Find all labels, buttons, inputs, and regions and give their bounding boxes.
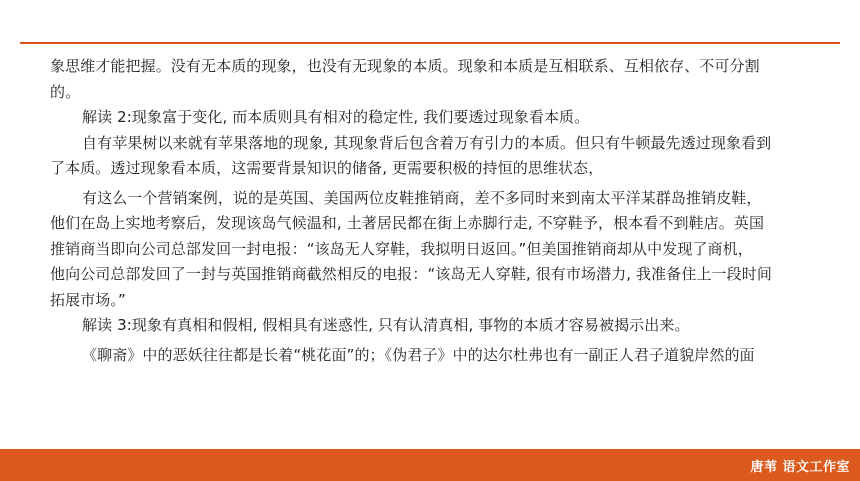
paragraph-line-5: 了本质。透过现象看本质，这需要背景知识的储备, 更需要积极的持恒的思维状态，	[50, 159, 604, 177]
paragraph-line-8: 推销商当即向公司总部发回一封电报：“该岛无人穿鞋，我拟明日返回。”但美国推销商却从中发现了商机，	[50, 239, 753, 258]
paragraph-line-12: 《聊斋》中的恶妖往往都是长着“桃花面”的；《伪君子》中的达尔杜弗也有一副正人君子道貌岸然的面	[82, 345, 755, 364]
paragraph-line-1: 象思维才能把握。没有无本质的现象，也没有无现象的本质。现象和本质是互相联系、互相依存、不可分割	[50, 57, 760, 75]
paragraph-line-6: 有这么一个营销案例，说的是英国、美国两位皮鞋推销商，差不多同时来到南太平洋某群岛推销皮鞋，	[82, 188, 762, 207]
paragraph-line-2: 的。	[50, 82, 81, 101]
footer-brand: 唐苇 语文工作室	[750, 460, 850, 475]
footer-bar	[0, 449, 860, 481]
paragraph-line-7: 他们在岛上实地考察后，发现该岛气候温和, 土著居民都在街上赤脚行走, 不穿鞋予，根本看不到鞋店。英国	[50, 214, 765, 232]
paragraph-line-10: 拓展市场。”	[50, 290, 126, 309]
document-body	[50, 54, 830, 368]
header-divider	[20, 42, 840, 44]
paragraph-line-9: 他向公司总部发回了一封与英国推销商截然相反的电报：“该岛无人穿鞋, 很有市场潜力, 我准备住上一段时间	[50, 265, 772, 283]
interpretation-2-heading: 解读 2:现象富于变化, 而本质则具有相对的稳定性, 我们要透过现象看本质。	[82, 108, 590, 126]
interpretation-3-heading: 解读 3:现象有真相和假相, 假相具有迷惑性, 只有认清真相, 事物的本质才容易被揭示出来。	[82, 316, 690, 334]
paragraph-line-4: 自有苹果树以来就有苹果落地的现象, 其现象背后包含着万有引力的本质。但只有牛顿最先透过现象看到	[82, 133, 772, 152]
